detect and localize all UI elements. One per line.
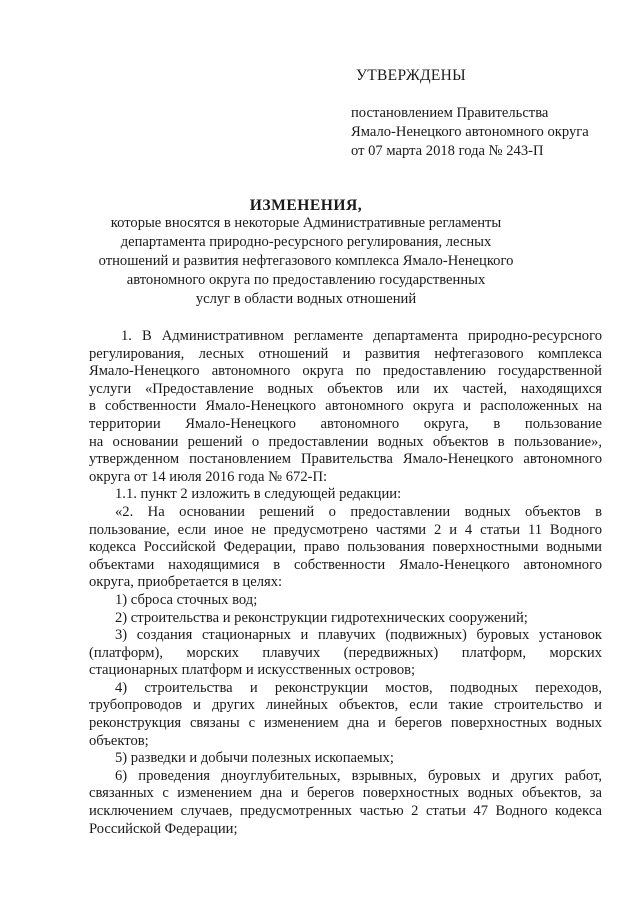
body-line: 1. В Административном регламенте департамента природно-ресурсного	[121, 328, 602, 344]
body-line: 1.1. пункт 2 изложить в следующей редакции:	[115, 486, 402, 503]
body-line: кодекса Российской Федерации, право пользования поверхностными водными	[89, 539, 602, 556]
body-line: пользование, если иное не предусмотрено частями 2 и 4 статьи 11 Водного	[89, 521, 602, 538]
body-line: 5) разведки и добычи полезных ископаемых;	[115, 750, 394, 767]
body-line: 4) строительства и реконструкции мостов, подводных переходов,	[115, 679, 602, 696]
body-line: услуги «Предоставление водных объектов или их частей, находящихся	[89, 380, 602, 397]
body-line: утвержденном постановлением Правительства Ямало-Ненецкого автономного	[89, 451, 602, 468]
body-line: 1) сброса сточных вод;	[115, 591, 258, 608]
approval-title: УТВЕРЖДЕНЫ	[356, 67, 466, 84]
body-line: объектами находящимися в собственности Ямало-Ненецкого автономного	[89, 556, 602, 573]
approval-line: от 07 марта 2018 года № 243-П	[351, 143, 544, 159]
body-line: объектов;	[89, 732, 149, 749]
body-line: округа, приобретается в целях:	[89, 574, 283, 591]
body-line: в собственности Ямало-Ненецкого автономного округа и расположенных на	[89, 398, 602, 415]
body-line: исключением случаев, предусмотренных частью 2 статьи 47 Водного кодекса	[89, 803, 602, 820]
subtitle-line: которые вносятся в некоторые Административные регламенты	[110, 215, 502, 231]
body-line: Ямало-Ненецкого автономного округа по предоставлению государственной	[89, 363, 602, 380]
body-line: «2. На основании решений о предоставлении водных объектов в	[115, 503, 602, 520]
subtitle-line: отношений и развития нефтегазового комплекса Ямало-Ненецкого	[98, 253, 514, 269]
body-line: трубопроводов и других линейных объектов, если такие строительство и	[89, 697, 602, 714]
body-line: Российской Федерации;	[89, 820, 238, 837]
subtitle-line: автономного округа по предоставлению государственных	[126, 272, 486, 288]
body-line: стационарных платформ и искусственных островов;	[89, 662, 416, 679]
body-line: на основании решений о предоставлении водных объектов в пользование»,	[89, 433, 602, 450]
body-line: реконструкция связаны с изменением дна и берегов поверхностных водных	[89, 715, 602, 732]
body-line: 6) проведения дноуглубительных, взрывных, буровых и других работ,	[115, 767, 602, 784]
body-line: округа от 14 июля 2016 года № 672-П:	[89, 468, 328, 485]
body-line: (платформ), морских плавучих (передвижных) платформ, морских	[89, 644, 602, 661]
subtitle-line: департамента природно-ресурсного регулирования, лесных	[120, 234, 492, 250]
body-line: связанных с изменением дна и берегов поверхностных водных объектов, за	[89, 785, 602, 802]
document-body	[89, 328, 602, 838]
body-line: регулирования, лесных отношений и развития нефтегазового комплекса	[89, 345, 602, 362]
subtitle-line: услуг в области водных отношений	[195, 291, 417, 307]
document-title: ИЗМЕНЕНИЯ,	[249, 197, 363, 214]
body-line: территории Ямало-Ненецкого автономного округа, в пользование	[89, 415, 602, 432]
approval-line: постановлением Правительства	[351, 105, 549, 121]
body-line: 2) строительства и реконструкции гидротехнических сооружений;	[115, 609, 528, 626]
approval-line: Ямало-Ненецкого автономного округа	[351, 124, 589, 140]
body-line: 3) создания стационарных и плавучих (подвижных) буровых установок	[115, 627, 602, 644]
